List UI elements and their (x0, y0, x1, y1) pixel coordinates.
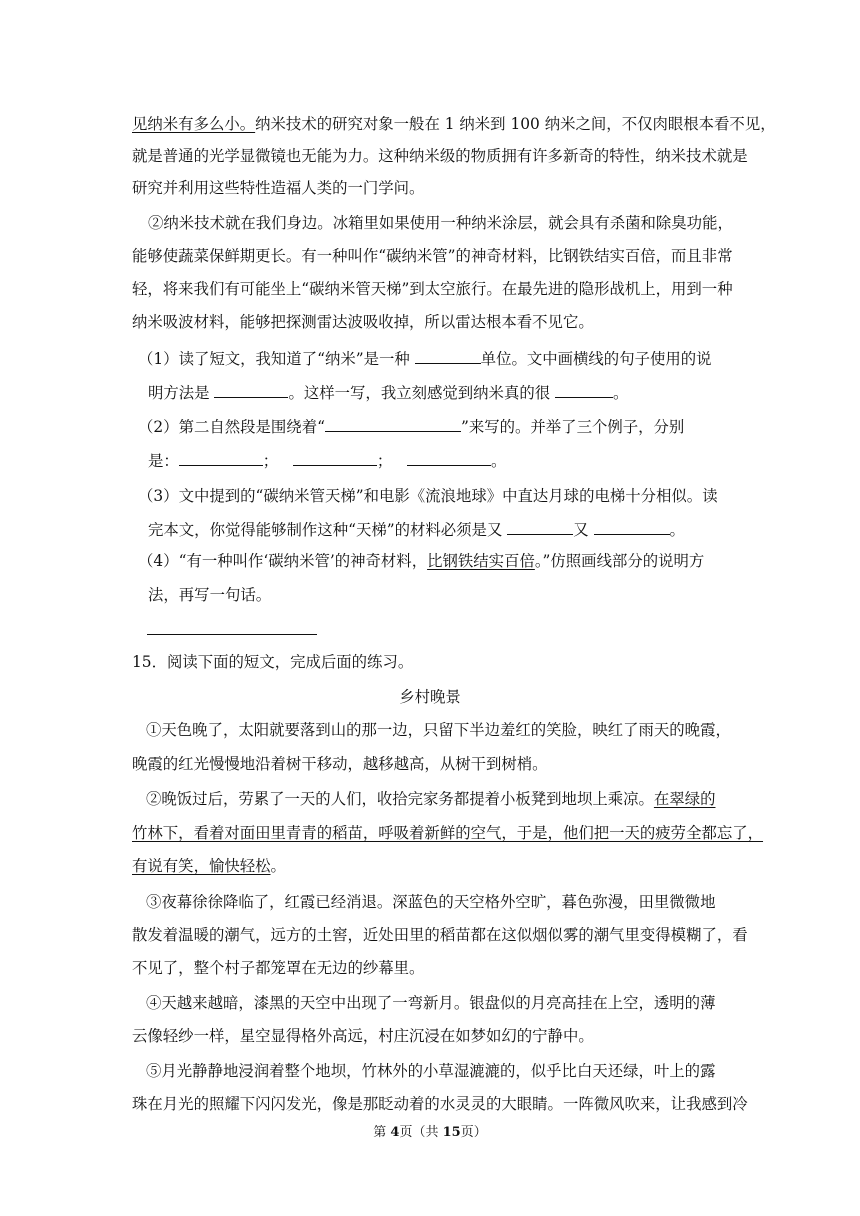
question-3: （3）文中提到的“碳纳米管天梯”和电影《流浪地球》中直达月球的电梯十分相似。读 (138, 487, 718, 505)
answer-blank[interactable] (415, 349, 481, 364)
story-title: 乡村晚景 (399, 688, 461, 706)
story-line: 珠在月光的照耀下闪闪发光，像是那眨动着的水灵灵的大眼睛。一阵微风吹来，让我感到冷 (132, 1095, 748, 1113)
question-1-cont: 明方法是 。这样一写，我立刻感觉到纳米真的很 。 (148, 384, 629, 402)
story-line: 云像轻纱一样，星空显得格外高远，村庄沉浸在如梦如幻的宁静中。 (132, 1027, 594, 1045)
story-line: ②晚饭过后，劳累了一天的人们，收拾完家务都提着小板凳到地坝上乘凉。在翠绿的 (146, 790, 716, 808)
question-3-cont: 完本文，你觉得能够制作这种“天梯”的材料必须是又 又 。 (148, 521, 685, 539)
question-2-cont: 是： ； ； 。 (148, 452, 507, 470)
paragraph-line: 就是普通的光学显微镜也无能为力。这种纳米级的物质拥有许多新奇的特性，纳米技术就是 (132, 147, 748, 165)
answer-blank[interactable] (407, 451, 491, 466)
paragraph-line: 研究并利用这些特性造福人类的一门学问。 (132, 179, 425, 197)
question-1: （1）读了短文，我知道了“纳米”是一种 单位。文中画横线的句子使用的说 (138, 350, 712, 368)
story-line: ⑤月光静静地浸润着整个地坝，竹林外的小草湿漉漉的，似乎比白天还绿，叶上的露 (146, 1062, 716, 1080)
story-line-underlined: 竹林下，看着对面田里青青的稻苗，呼吸着新鲜的空气，于是，他们把一天的疲劳全都忘了， (132, 824, 764, 842)
answer-blank[interactable] (507, 520, 573, 535)
question-4: （4）“有一种叫作‘碳纳米管’的神奇材料，比钢铁结实百倍。”仿照画线部分的说明方 (138, 552, 705, 570)
answer-blank[interactable] (293, 451, 377, 466)
total-pages: 15 (442, 1125, 461, 1140)
paragraph-line: 轻，将来我们有可能坐上“碳纳米管天梯”到太空旅行。在最先进的隐形战机上，用到一种 (132, 280, 733, 298)
story-line: 散发着温暖的潮气，远方的土窖，近处田里的稻苗都在这似烟似雾的潮气里变得模糊了，看 (132, 926, 748, 944)
answer-blank[interactable] (214, 383, 288, 398)
answer-blank[interactable] (179, 451, 263, 466)
underlined-sentence: 见纳米有多么小。 (132, 115, 256, 133)
question-2: （2）第二自然段是围绕着“ ”来写的。并举了三个例子，分别 (138, 418, 685, 436)
story-line: ③夜幕徐徐降临了，红霞已经消退。深蓝色的天空格外空旷，暮色弥漫，田里微微地 (146, 893, 716, 911)
paragraph-line: ②纳米技术就在我们身边。冰箱里如果使用一种纳米涂层，就会具有杀菌和除臭功能， (148, 214, 733, 232)
paragraph-line: 纳米吸波材料，能够把探测雷达波吸收掉，所以雷达根本看不见它。 (132, 313, 594, 331)
page-footer: 第 4页（共 15页） (373, 1125, 487, 1140)
story-line: ①天色晚了，太阳就要落到山的那一边，只留下半边羞红的笑脸，映红了雨天的晚霞， (146, 721, 731, 739)
answer-line[interactable] (147, 634, 317, 635)
answer-blank[interactable] (555, 383, 613, 398)
underlined-phrase: 比钢铁结实百倍 (427, 552, 535, 570)
question-4-cont: 法，再写一句话。 (148, 586, 272, 604)
answer-blank[interactable] (594, 520, 670, 535)
story-line: ④天越来越暗，漆黑的天空中出现了一弯新月。银盘似的月亮高挂在上空，透明的薄 (146, 994, 716, 1012)
story-line: 晚霞的红光慢慢地沿着树干移动，越移越高，从树干到树梢。 (132, 755, 548, 773)
page-number: 4 (390, 1125, 400, 1140)
paragraph-line: 能够使蔬菜保鲜期更长。有一种叫作“碳纳米管”的神奇材料，比钢铁结实百倍，而且非常 (132, 247, 733, 265)
story-line: 不见了，整个村子都笼罩在无边的纱幕里。 (132, 959, 425, 977)
answer-blank[interactable] (325, 417, 461, 432)
story-line: 有说有笑，愉快轻松。 (132, 857, 286, 875)
paragraph-line: 见纳米有多么小。纳米技术的研究对象一般在 1 纳米到 100 纳米之间，不仅肉眼根本看不见， (132, 115, 776, 133)
question-15: 15．阅读下面的短文，完成后面的练习。 (132, 653, 414, 671)
